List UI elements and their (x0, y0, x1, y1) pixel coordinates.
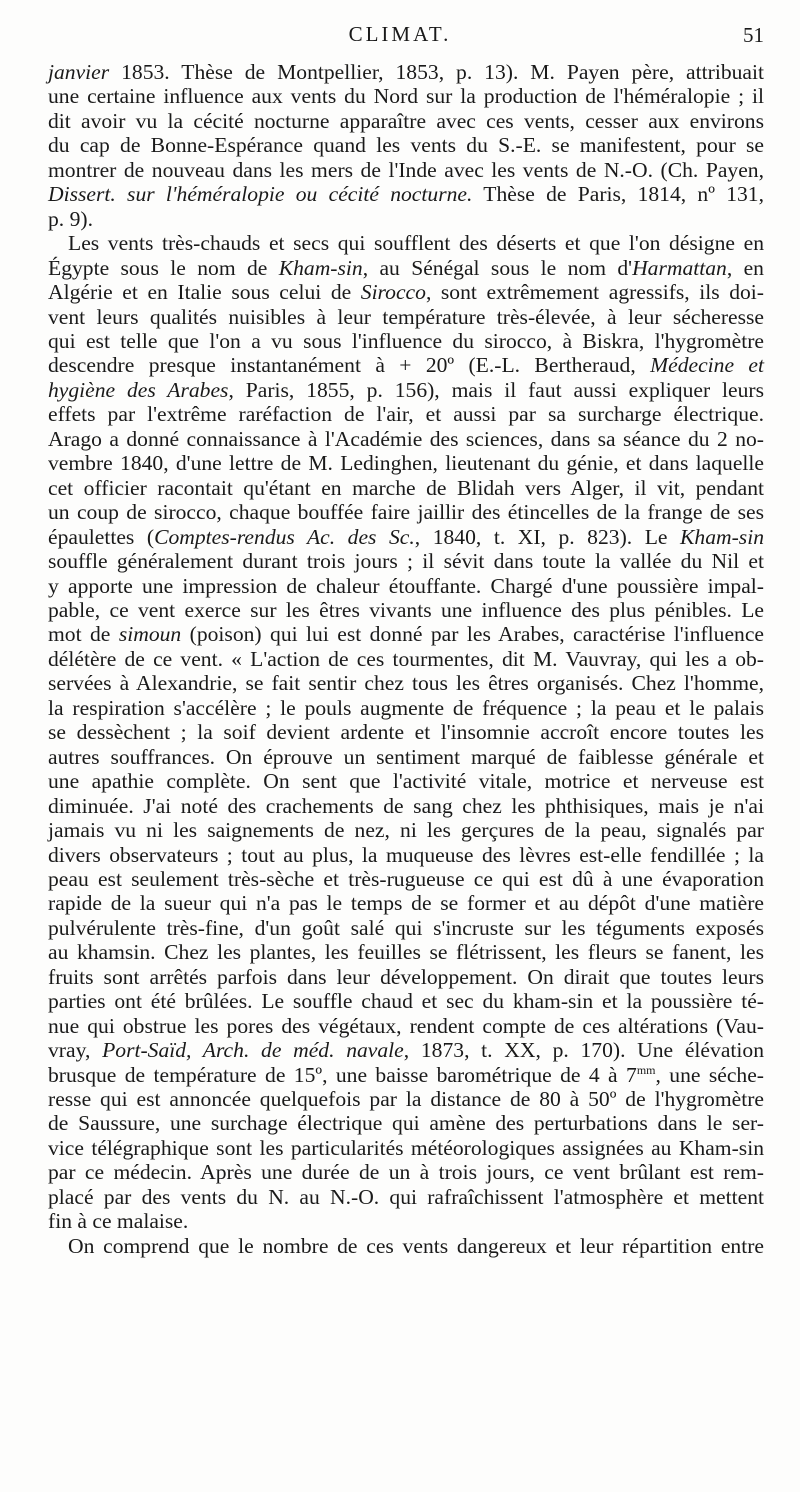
italic-text: Kham-sin (278, 255, 363, 280)
text-line: cet officier racontait qu'étant en marche de Blidah vers Alger, il vit, pendant (48, 475, 764, 500)
page-number: 51 (743, 23, 764, 47)
text-line: montrer de nouveau dans les mers de l'Inde avec les vents de N.-O. (Ch. Payen, (48, 157, 764, 182)
text-line: divers observateurs ; tout au plus, la muqueuse des lèvres est-elle fendillée ; la (48, 842, 764, 867)
text-run: , en (726, 255, 764, 280)
text-line: jamais vu ni les saignements de nez, ni les gerçures de la peau, signalés par (48, 818, 764, 843)
italic-text: Dissert. sur l'héméralopie ou cécité nocturne. (48, 182, 473, 207)
text-line: pable, ce vent exerce sur les êtres vivants une influence des plus pénibles. Le (48, 597, 764, 622)
text-run: 1853. Thèse de Montpellier, 1853, p. 13). M. Payen père, attribuait (109, 60, 764, 84)
text-line: peau est seulement très-sèche et très-rugueuse ce qui est dû à une évaporation (48, 866, 764, 891)
text-line: fin à ce malaise. (48, 1209, 189, 1234)
text-line (48, 256, 764, 280)
text-line: un coup de sirocco, chaque bouffée faire jaillir des étincelles de la frange de ses (48, 500, 764, 525)
text-run: épaulettes ( (48, 524, 155, 549)
text-line: p. 9). (48, 206, 93, 231)
text-line: servées à Alexandrie, se fait sentir chez tous les êtres organisés. Chez l'homme, (48, 671, 764, 696)
text-run: descendre presque instantanément à + 20º (E.-L. Bertheraud, (48, 353, 651, 378)
text-line: placé par des vents du N. au N.-O. qui rafraîchissent l'atmosphère et mettent (48, 1184, 764, 1209)
italic-text: hygiène des Arabes (48, 377, 229, 402)
text-run: , au Sénégal sous le nom d' (362, 255, 633, 280)
text-run: (poison) qui lui est donné par les Arabes, caractérise l'influence (181, 622, 764, 647)
text-line: la respiration s'accélère ; le pouls augmente de fréquence ; la peau et le palais (48, 695, 764, 720)
text-line: y apporte une impression de chaleur étouffante. Chargé d'une poussière impal- (48, 573, 764, 598)
italic-text: janvier (48, 60, 110, 84)
text-run: , 1873, t. XX, p. 170). Une élévation (403, 1038, 764, 1063)
text-line: par ce médecin. Après une durée de un à trois jours, ce vent brûlant est rem- (48, 1160, 764, 1185)
text-line: au khamsin. Chez les plantes, les feuilles se flétrissent, les fleurs se fanent, les (48, 940, 764, 965)
text-line: pulvérulente très-fine, d'un goût salé qui s'incruste sur les téguments exposés (48, 915, 764, 940)
italic-text: Sirocco (360, 280, 426, 305)
text-line: qui est telle que l'on a vu sous l'influence du sirocco, à Biskra, l'hygromètre (48, 328, 764, 353)
text-line: se dessèchent ; la soif devient ardente et l'insomnie accroît encore toutes les (48, 720, 764, 745)
text-line: rapide de la sueur qui n'a pas le temps de se former et au dépôt d'une matière (48, 891, 764, 916)
text-line (48, 353, 764, 377)
text-line: parties ont été brûlées. Le souffle chaud et sec du kham-sin et la poussière té- (48, 989, 764, 1014)
italic-text: Port-Saïd, Arch. de méd. navale (102, 1038, 404, 1063)
text-line: vent leurs qualités nuisibles à leur température très-élevée, à leur sécheresse (48, 304, 764, 329)
text-line: dit avoir vu la cécité nocturne apparaître avec ces vents, cesser aux environs (48, 108, 764, 133)
text-line: souffle généralement durant trois jours ; il sévit dans toute la vallée du Nil et (48, 549, 764, 574)
text-run: vray, (48, 1038, 103, 1063)
text-line: On comprend que le nombre de ces vents dangereux et leur répartition entre (68, 1233, 764, 1258)
text-line: du cap de Bonne-Espérance quand les vents du S.-E. se manifestent, pour se (48, 133, 764, 158)
text-line: une apathie complète. On sent que l'activité vitale, motrice et nerveuse est (48, 769, 764, 794)
text-line: de Saussure, une surchage électrique qui amène des perturbations dans le ser- (48, 1111, 764, 1136)
text-line: fruits sont arrêtés parfois dans leur développement. On dirait que toutes leurs (48, 964, 764, 989)
text-line (48, 622, 764, 646)
text-line: Arago a donné connaissance à l'Académie des sciences, dans sa séance du 2 no- (48, 426, 764, 451)
text-run: , sont extrêmement agressifs, ils doi- (425, 280, 765, 305)
italic-text: simoun (118, 622, 182, 647)
text-line (48, 378, 764, 402)
text-run: , une séche- (655, 1062, 764, 1087)
text-line: délétère de ce vent. « L'action de ces tourmentes, dit M. Vauvray, qui les a ob- (48, 646, 764, 671)
text-run: , 1840, t. XI, p. 823). Le (414, 524, 681, 549)
text-run: Égypte sous le nom de (48, 255, 279, 280)
text-line: diminuée. J'ai noté des crachements de sang chez les phthisiques, mais je n'ai (48, 793, 764, 818)
superscript: mm (636, 1062, 656, 1077)
text-line: vembre 1840, d'une lettre de M. Ledinghen, lieutenant du génie, et dans laquelle (48, 451, 764, 476)
scan-specks (38, 1440, 758, 1460)
italic-text: Harmattan (632, 255, 727, 280)
text-line: autres souffrances. On éprouve un sentiment marqué de faiblesse générale et (48, 744, 764, 769)
running-head (0, 22, 800, 50)
text-line (48, 280, 764, 304)
text-run: , Paris, 1855, p. 156), mais il faut aussi expliquer leurs (228, 377, 765, 402)
text-line: effets par l'extrême raréfaction de l'air, et aussi par sa surcharge électrique. (48, 402, 764, 427)
text-line (48, 1063, 764, 1087)
text-line: vice télégraphique sont les particularités météorologiques assignées au Kham-sin (48, 1135, 764, 1160)
body-text (48, 60, 764, 1258)
italic-text: Comptes-rendus Ac. des Sc. (154, 524, 415, 549)
running-title: CLIMAT. (348, 22, 452, 46)
italic-text: Médecine et (650, 353, 764, 378)
text-line: Les vents très-chauds et secs qui soufflent des déserts et que l'on désigne en (68, 231, 764, 256)
text-line: une certaine influence aux vents du Nord sur la production de l'héméralopie ; il (48, 84, 764, 109)
text-line (48, 60, 764, 84)
italic-text: Kham-sin (680, 524, 764, 549)
text-run: brusque de température de 15º, une baisse barométrique de 4 à 7 (48, 1062, 637, 1087)
text-line (48, 182, 764, 206)
text-run: mot de (48, 622, 119, 647)
text-line (48, 1038, 764, 1062)
text-line: nue qui obstrue les pores des végétaux, rendent compte de ces altérations (Vau- (48, 1013, 764, 1038)
text-run: Algérie et en Italie sous celui de (48, 280, 361, 305)
text-line (48, 525, 764, 549)
text-line: resse qui est annoncée quelquefois par la distance de 80 à 50º de l'hygromètre (48, 1087, 764, 1112)
text-run: Thèse de Paris, 1814, nº 131, (472, 182, 764, 207)
